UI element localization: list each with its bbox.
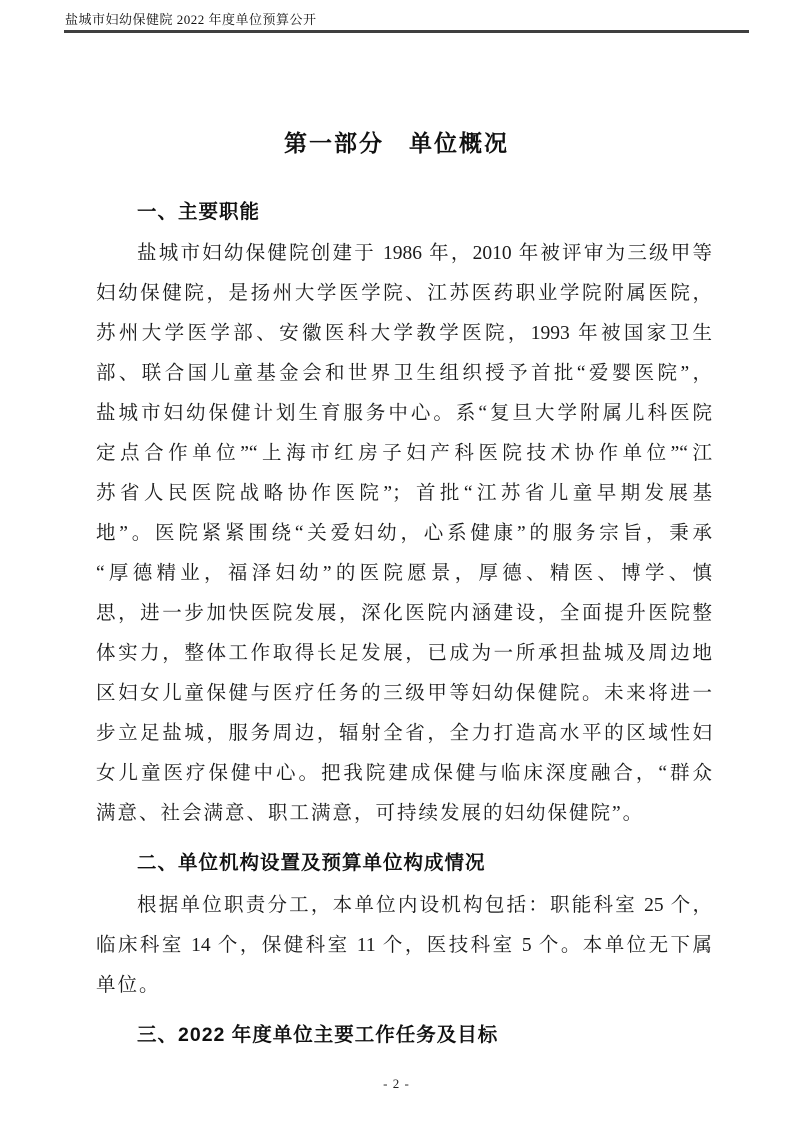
paragraph-line: 盐城市妇幼保健计划生育服务中心。系“复旦大学附属儿科医院 [96,403,712,424]
paragraph-line: 女儿童医疗保健中心。把我院建成保健与临床深度融合，“群众 [96,763,712,784]
paragraph-line: 地”。医院紧紧围绕“关爱妇幼，心系健康”的服务宗旨，秉承 [96,523,712,544]
paragraph-line: 单位。 [96,975,161,996]
paragraph-line: 妇幼保健院，是扬州大学医学院、江苏医药职业学院附属医院， [96,283,712,304]
paragraph-line: 定点合作单位”“上海市红房子妇产科医院技术协作单位”“江 [96,443,712,464]
section-heading-main-functions: 一、主要职能 [137,201,261,223]
document-body [96,190,712,1058]
page-number: - 2 - [383,1076,410,1091]
section-heading-2022-tasks: 三、2022 年度单位主要工作任务及目标 [137,1024,499,1046]
paragraph-line: 盐城市妇幼保健院创建于 1986 年，2010 年被评审为三级甲等 [137,243,712,264]
section-heading-org-structure: 二、单位机构设置及预算单位构成情况 [137,852,486,874]
paragraph-line: 思，进一步加快医院发展，深化医院内涵建设，全面提升医院整 [96,603,712,624]
paragraph-line: 苏省人民医院战略协作医院”；首批“江苏省儿童早期发展基 [96,483,712,504]
paragraph-line: 区妇女儿童保健与医疗任务的三级甲等妇幼保健院。未来将进一 [96,683,712,704]
paragraph-line: 部、联合国儿童基金会和世界卫生组织授予首批“爱婴医院”， [96,363,712,384]
paragraph-line: “厚德精业，福泽妇幼”的医院愿景，厚德、精医、博学、慎 [96,563,712,584]
paragraph-line: 满意、社会满意、职工满意，可持续发展的妇幼保健院”。 [96,803,645,824]
page-header-text: 盐城市妇幼保健院 2022 年度单位预算公开 [65,12,317,27]
header-rule [64,30,749,33]
document-title: 第一部分 单位概况 [284,130,509,156]
paragraph-line: 体实力，整体工作取得长足发展，已成为一所承担盐城及周边地 [96,643,712,664]
paragraph-line: 根据单位职责分工，本单位内设机构包括：职能科室 25 个， [137,895,712,916]
paragraph-line: 临床科室 14 个，保健科室 11 个，医技科室 5 个。本单位无下属 [96,935,712,956]
paragraph-line: 步立足盐城，服务周边，辐射全省，全力打造高水平的区域性妇 [96,723,712,744]
paragraph-line: 苏州大学医学部、安徽医科大学教学医院，1993 年被国家卫生 [96,323,712,344]
